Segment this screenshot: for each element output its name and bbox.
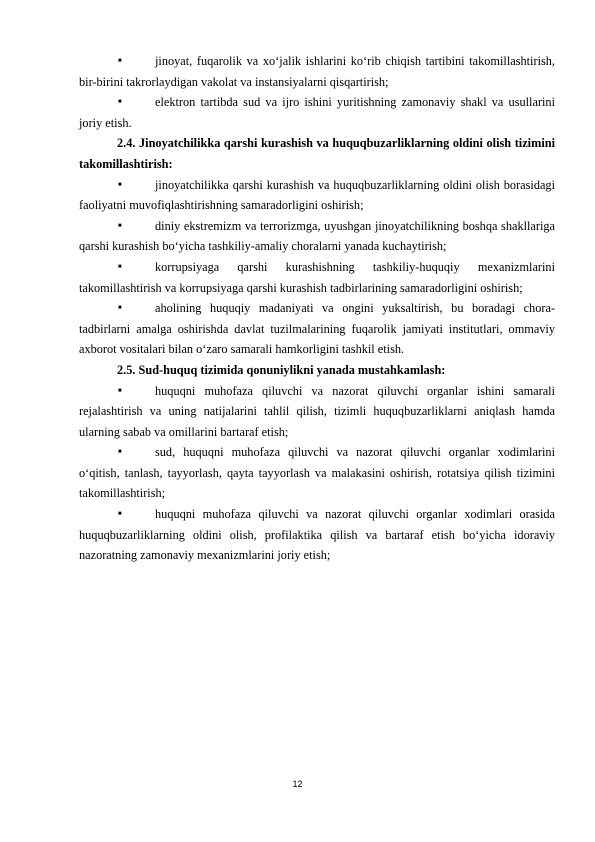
small-square-bullet-icon: ■ — [118, 449, 122, 456]
small-square-bullet-icon: ■ — [118, 263, 122, 270]
list-item: ■ aholining huquqiy madaniyati va ongini yuksaltirish, bu boradagi chora-tadbirlarni amalga oshirishda davlat tuzilmalarining fuqarolik jamiyati institutlari, ommaviy axborot vositalari bilan o‘zaro samarali hamkorligini tashkil etish. — [79, 298, 555, 360]
small-square-bullet-icon: ■ — [118, 222, 122, 229]
small-square-bullet-icon: ■ — [118, 305, 122, 312]
list-item: ■ elektron tartibda sud va ijro ishini yuritishning zamonaviy shakl va usullarini joriy etish. — [79, 92, 555, 133]
section-heading-2-4: 2.4. Jinoyatchilikka qarshi kurashish va huquqbuzarliklarning oldini olish tizimini takomillashtirish: — [79, 136, 555, 171]
small-square-bullet-icon: ■ — [118, 511, 122, 518]
list-item: ■ sud, huquqni muhofaza qiluvchi va nazorat qiluvchi organlar xodimlarini o‘qitish, tanlash, tayyorlash, qayta tayyorlash va malakasini oshirish, rotatsiya qilish tizimini takomillashtirish; — [79, 442, 555, 504]
page-number: 12 — [292, 779, 303, 789]
section-heading-2-5: 2.5. Sud-huquq tizimida qonuniylikni yanada mustahkamlash: — [117, 362, 446, 377]
small-square-bullet-icon: ■ — [118, 99, 122, 106]
small-square-bullet-icon: ■ — [118, 387, 122, 394]
list-item: ■ huquqni muhofaza qiluvchi va nazorat qiluvchi organlar xodimlari orasida huquqbuzarliklarning oldini olish, profilaktika qilish va bartaraf etish bo‘yicha idoraviy nazoratning zamonaviy mexanizmlarini joriy etish; — [79, 504, 555, 566]
small-square-bullet-icon: ■ — [118, 181, 122, 188]
list-item: ■ diniy ekstremizm va terrorizmga, uyushgan jinoyatchilikning boshqa shakllariga qarshi kurashish bo‘yicha tashkiliy-amaliy choralarni yanada kuchaytirish; — [79, 216, 555, 257]
list-item: ■ korrupsiyaga qarshi kurashishning tashkiliy-huquqiy mexanizmlarini takomillashtirish va korrupsiyaga qarshi kurashish tadbirlarining samaradorligini oshirish; — [79, 257, 555, 298]
list-item: ■ jinoyat, fuqarolik va xo‘jalik ishlarini ko‘rib chiqish tartibini takomillashtirish, bir-birini takrorlaydigan vakolat va instansiyalarni qisqartirish; — [79, 51, 555, 92]
list-item: ■ huquqni muhofaza qiluvchi va nazorat qiluvchi organlar ishini samarali rejalashtirish va uning natijalarini tahlil qilish, tizimli huquqbuzarliklarni aniqlash hamda ularning sabab va omillarini bartaraf etish; — [79, 381, 555, 443]
small-square-bullet-icon: ■ — [118, 58, 122, 64]
document-body — [79, 51, 555, 566]
list-item: ■ jinoyatchilikka qarshi kurashish va huquqbuzarliklarning oldini olish borasidagi faoliyatni muvofiqlashtirishning samaradorligini oshirish; — [79, 175, 555, 216]
